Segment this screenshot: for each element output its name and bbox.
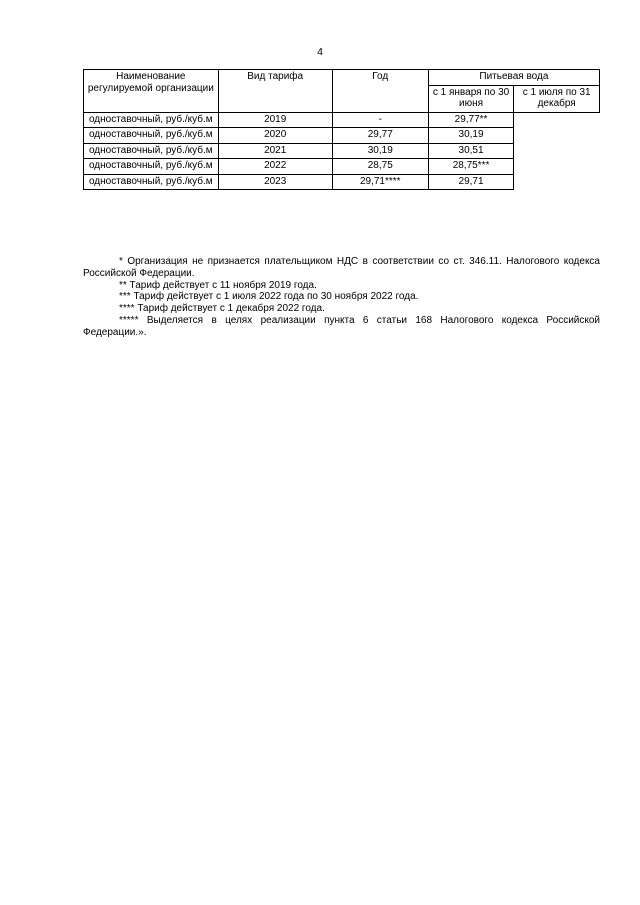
footnote-2019-tariff: ** Тариф действует с 11 ноября 2019 года. [119,279,317,291]
year-cell: 2019 [218,112,332,128]
organization-header: Наименование регулируемой организации [84,70,219,113]
first-half-cell: - [332,112,428,128]
first-half-cell: 30,19 [332,143,428,159]
tariff-type-cell: одноставочный, руб./куб.м [84,112,219,128]
year-header: Год [332,70,428,113]
table-row [84,112,600,128]
table-row [84,159,600,175]
table-row [84,174,600,190]
drinking-water-header: Питьевая вода [428,70,599,86]
table-row [84,128,600,144]
table-header-row [84,70,600,86]
second-half-cell: 29,71 [428,174,514,190]
first-half-cell: 29,77 [332,128,428,144]
tariff-type-cell: одноставочный, руб./куб.м [84,159,219,175]
second-half-cell: 30,19 [428,128,514,144]
tariff-type-header: Вид тарифа [218,70,332,113]
second-half-cell: 29,77** [428,112,514,128]
first-half-header: с 1 января по 30 июня [428,85,514,112]
footnote-vat: * Организация не признается плательщиком НДС в соответствии со ст. 346.11. Налогового кодекса Российской Федерации. [83,256,600,279]
first-half-cell: 28,75 [332,159,428,175]
page-number: 4 [317,46,323,58]
year-cell: 2022 [218,159,332,175]
table-row [84,143,600,159]
second-half-cell: 28,75*** [428,159,514,175]
tariff-type-cell: одноставочный, руб./куб.м [84,174,219,190]
year-cell: 2020 [218,128,332,144]
second-half-header: с 1 июля по 31 декабря [514,85,600,112]
year-cell: 2021 [218,143,332,159]
footnote-2022-december-tariff: **** Тариф действует с 1 декабря 2022 года. [119,303,325,315]
tariff-type-cell: одноставочный, руб./куб.м [84,128,219,144]
first-half-cell: 29,71**** [332,174,428,190]
footnote-article-168: ***** Выделяется в целях реализации пункта 6 статьи 168 Налогового кодекса Российской Федерации.». [83,314,600,338]
footnote-2022-july-tariff: *** Тариф действует с 1 июля 2022 года по 30 ноября 2022 года. [119,291,419,303]
footnotes [83,256,600,339]
tariff-table [83,69,600,190]
year-cell: 2023 [218,174,332,190]
second-half-cell: 30,51 [428,143,514,159]
tariff-type-cell: одноставочный, руб./куб.м [84,143,219,159]
